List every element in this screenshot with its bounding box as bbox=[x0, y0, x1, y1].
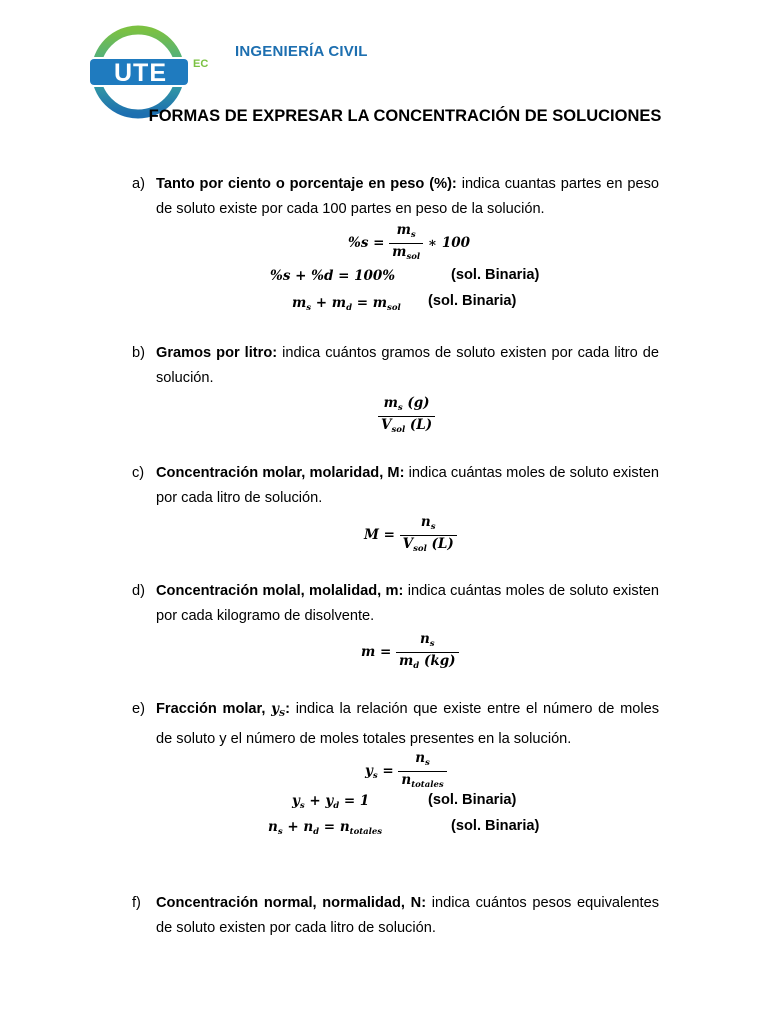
logo-suffix: EC bbox=[193, 58, 209, 70]
formula-percent-weight: %s = $\frac{m_s}{m_{sol}}$ ∗ 100 bbox=[348, 222, 471, 262]
section-label: f) bbox=[132, 895, 141, 911]
section-heading: Concentración molal, molalidad, m: bbox=[156, 583, 404, 599]
binary-note: (sol. Binaria) bbox=[428, 293, 517, 309]
section-a bbox=[132, 172, 659, 222]
section-b bbox=[132, 341, 659, 391]
section-text: indica cuántas moles de soluto existen por cada kilogramo de disolvente. bbox=[156, 583, 659, 624]
section-text: indica cuántos pesos equivalentes de soluto existen por cada litro de solución. bbox=[156, 895, 659, 936]
section-text: indica la relación que existe entre el número de moles de soluto y el número de moles totales presentes en la solución. bbox=[156, 701, 659, 747]
formula-molarity: M = $\frac{n_s}{V_{sol} (L)}$ bbox=[364, 514, 457, 557]
section-label: e) bbox=[132, 701, 145, 717]
formula-moles-sum: $n_s + n_d = n_{totales}$ bbox=[268, 819, 383, 837]
formula-mass-sum: $m_s + m_d = m_{sol}$ bbox=[292, 295, 401, 313]
binary-note: (sol. Binaria) bbox=[428, 792, 517, 808]
formula-mole-fraction-sum: $y_s + y_d = 1$ bbox=[292, 793, 370, 811]
section-text: indica cuántas moles de soluto existen por cada litro de solución. bbox=[156, 465, 659, 506]
section-c bbox=[132, 461, 659, 511]
section-f bbox=[132, 891, 659, 941]
section-label: a) bbox=[132, 176, 145, 192]
section-label: b) bbox=[132, 345, 145, 361]
formula-grams-per-liter: $\frac{m_s (g)}{V_{sol} (L)}$ bbox=[378, 395, 435, 438]
binary-note: (sol. Binaria) bbox=[451, 818, 540, 834]
section-heading: Concentración molar, molaridad, M: bbox=[156, 465, 405, 481]
binary-note: (sol. Binaria) bbox=[451, 267, 540, 283]
section-label: d) bbox=[132, 583, 145, 599]
section-heading: Concentración normal, normalidad, N: bbox=[156, 895, 427, 911]
formula-molality: m = $\frac{n_s}{m_d (kg)}$ bbox=[361, 631, 459, 674]
section-d bbox=[132, 579, 659, 629]
faculty-name: INGENIERÍA CIVIL bbox=[235, 43, 368, 60]
formula-mole-fraction: $y_s$ = $\frac{n_s}{n_{totales}}$ bbox=[365, 750, 447, 793]
section-heading: Tanto por ciento o porcentaje en peso (%): bbox=[156, 176, 457, 192]
formula-percent-sum: %s + %d = 100% bbox=[270, 268, 396, 284]
page-title: FORMAS DE EXPRESAR LA CONCENTRACIÓN DE SOLUCIONES bbox=[148, 107, 662, 125]
logo-text: UTE bbox=[114, 59, 167, 87]
section-heading: Fracción molar, bbox=[156, 701, 266, 717]
section-text: indica cuántos gramos de soluto existen por cada litro de solución. bbox=[156, 345, 659, 386]
section-text: indica cuantas partes en peso de soluto existe por cada 100 partes en peso de la solución. bbox=[156, 176, 659, 217]
section-e: e) Fracción molar, $y_S$: indica la relación que existe entre el número de moles de soluto y el número de moles totales presentes en la solución. bbox=[132, 697, 659, 752]
section-heading: Gramos por litro: bbox=[156, 345, 278, 361]
symbol-ys: $y_S$ bbox=[271, 701, 286, 719]
section-label: c) bbox=[132, 465, 145, 481]
